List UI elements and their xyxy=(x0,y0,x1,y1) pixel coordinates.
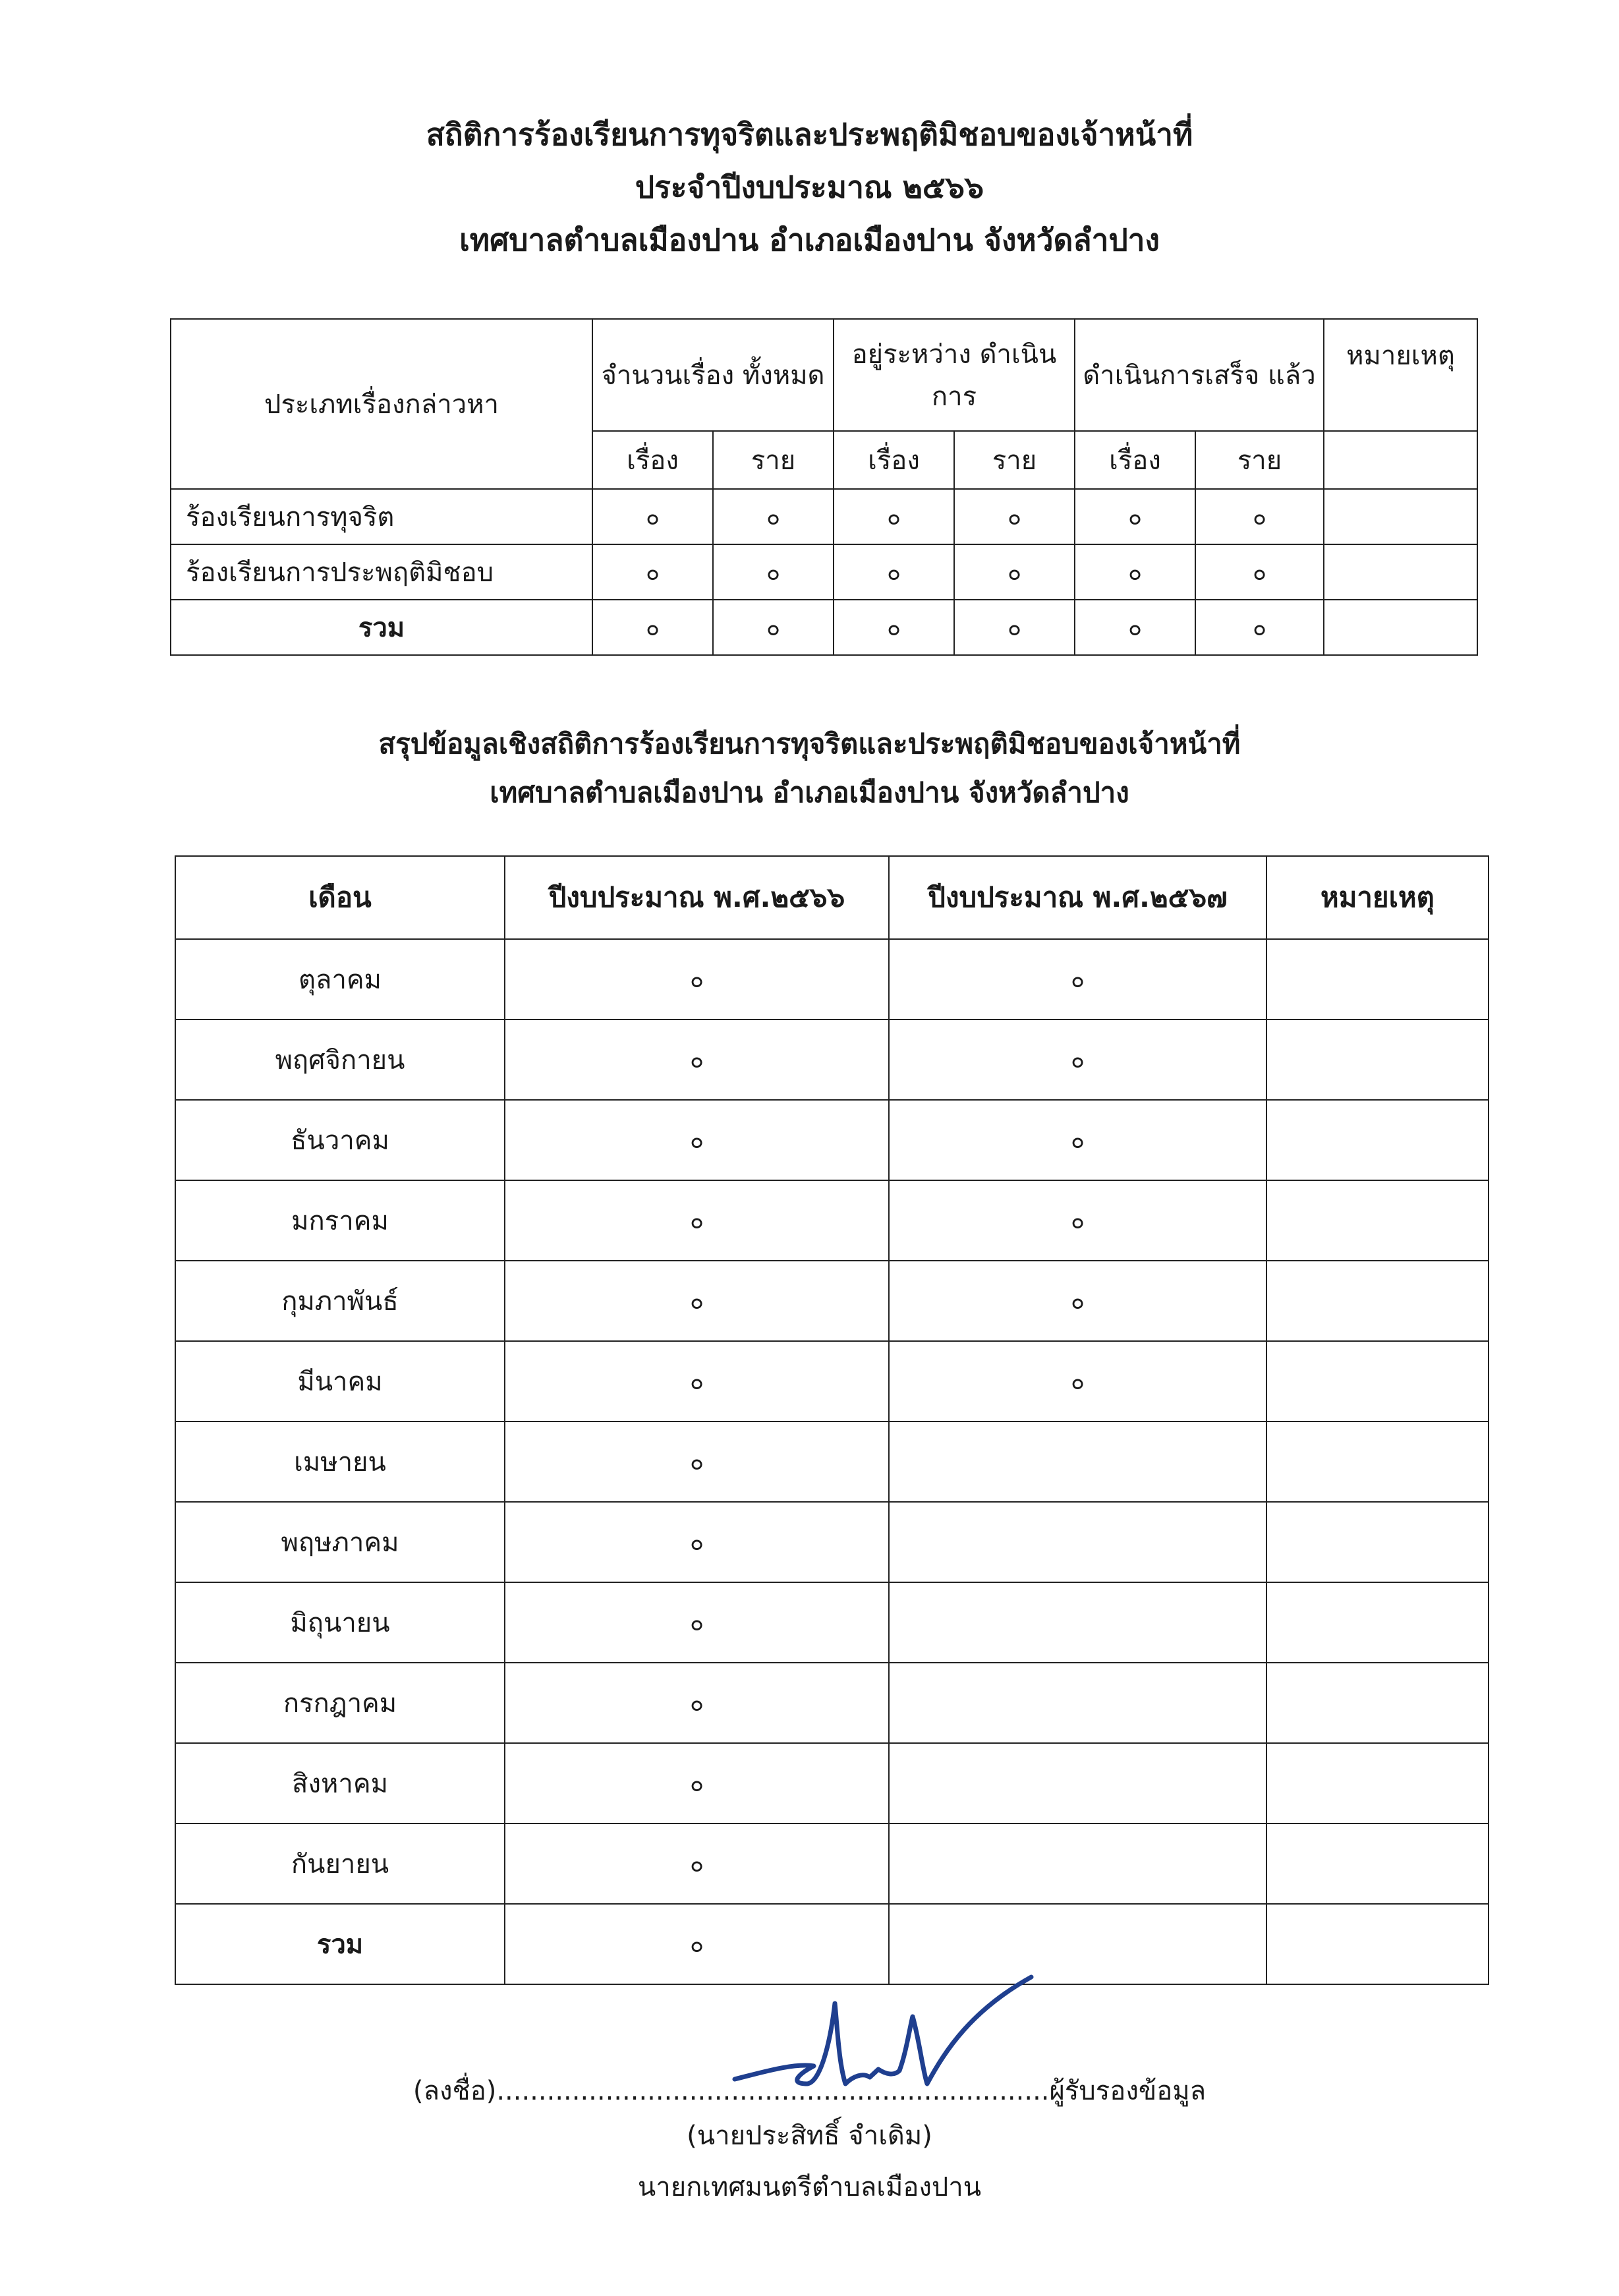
signer-name: (นายประสิทธิ์ จำเดิม) xyxy=(687,2121,932,2151)
table-row-total xyxy=(171,600,1477,655)
value-2566-cell: ๐ xyxy=(505,1261,889,1341)
value-cell: ๐ xyxy=(954,489,1075,544)
header-month: เดือน xyxy=(175,856,505,939)
row-label: ร้องเรียนการทุจริต xyxy=(171,489,592,544)
summary-title-line-2: เทศบาลตำบลเมืองปาน อำเภอเมืองปาน จังหวัดลำปาง xyxy=(490,776,1129,809)
table-row xyxy=(175,1663,1489,1743)
value-2566-cell: ๐ xyxy=(505,1019,889,1100)
title-line-2: ประจำปีงบประมาณ ๒๕๖๖ xyxy=(635,169,984,205)
table-row xyxy=(175,1341,1489,1421)
note-cell xyxy=(1266,1341,1489,1421)
value-cell: ๐ xyxy=(592,544,713,600)
note-cell xyxy=(1266,1100,1489,1180)
note-cell xyxy=(1266,1823,1489,1904)
value-2566-cell: ๐ xyxy=(505,1743,889,1823)
value-cell: ๐ xyxy=(834,489,954,544)
value-2567-cell: ๐ xyxy=(889,1180,1266,1261)
month-cell: มกราคม xyxy=(175,1180,505,1261)
table-row xyxy=(175,1582,1489,1663)
value-2566-cell: ๐ xyxy=(505,1582,889,1663)
value-2567-cell xyxy=(889,1421,1266,1502)
note-cell xyxy=(1266,1582,1489,1663)
value-2566-cell: ๐ xyxy=(505,1100,889,1180)
note-cell xyxy=(1266,1180,1489,1261)
note-cell xyxy=(1324,544,1477,600)
value-2566-cell: ๐ xyxy=(505,1502,889,1582)
month-cell: กรกฎาคม xyxy=(175,1663,505,1743)
note-cell xyxy=(1324,431,1477,489)
header-note: หมายเหตุ xyxy=(1266,856,1489,939)
header-complaint-type: ประเภทเรื่องกล่าวหา xyxy=(171,319,592,489)
month-cell: ธันวาคม xyxy=(175,1100,505,1180)
header-completed: ดำเนินการเสร็จ แล้ว xyxy=(1075,319,1324,431)
month-cell: พฤษภาคม xyxy=(175,1502,505,1582)
table-row xyxy=(175,939,1489,1019)
value-2566-cell: ๐ xyxy=(505,1904,889,1984)
table-row xyxy=(175,1823,1489,1904)
complaint-statistics-table xyxy=(170,318,1478,656)
note-cell xyxy=(1324,489,1477,544)
note-cell xyxy=(1266,939,1489,1019)
note-cell xyxy=(1266,1502,1489,1582)
header-note: หมายเหตุ xyxy=(1324,319,1477,431)
value-cell: ๐ xyxy=(713,600,834,655)
value-2566-cell: ๐ xyxy=(505,1180,889,1261)
month-cell: กุมภาพันธ์ xyxy=(175,1261,505,1341)
value-2567-cell xyxy=(889,1823,1266,1904)
value-2567-cell xyxy=(889,1663,1266,1743)
table-row xyxy=(175,1743,1489,1823)
value-2566-cell: ๐ xyxy=(505,1663,889,1743)
value-cell: ๐ xyxy=(954,600,1075,655)
table-row xyxy=(171,489,1477,544)
table-row xyxy=(171,544,1477,600)
value-cell: ๐ xyxy=(713,544,834,600)
value-cell: ๐ xyxy=(1195,600,1324,655)
value-cell: ๐ xyxy=(1075,600,1195,655)
header-fiscal-2567: ปีงบประมาณ พ.ศ.๒๕๖๗ xyxy=(889,856,1266,939)
sub-header-person: ราย xyxy=(954,431,1075,489)
table-row xyxy=(175,1421,1489,1502)
month-cell: พฤศจิกายน xyxy=(175,1019,505,1100)
table-row xyxy=(175,1502,1489,1582)
month-cell: เมษายน xyxy=(175,1421,505,1502)
value-cell: ๐ xyxy=(954,544,1075,600)
sub-header-person: ราย xyxy=(1195,431,1324,489)
value-2567-cell: ๐ xyxy=(889,1100,1266,1180)
value-2567-cell xyxy=(889,1502,1266,1582)
value-cell: ๐ xyxy=(834,600,954,655)
value-cell: ๐ xyxy=(713,489,834,544)
signature-line: (ลงชื่อ)..................................................................ผู้รับรองข้อมูล xyxy=(412,2076,1207,2106)
sub-header-person: ราย xyxy=(713,431,834,489)
title-line-1: สถิติการร้องเรียนการทุจริตและประพฤติมิชอบของเจ้าหน้าที่ xyxy=(426,117,1193,152)
value-2567-cell: ๐ xyxy=(889,939,1266,1019)
value-2566-cell: ๐ xyxy=(505,939,889,1019)
row-label: ร้องเรียนการประพฤติมิชอบ xyxy=(171,544,592,600)
note-cell xyxy=(1266,1663,1489,1743)
header-total: จำนวนเรื่อง ทั้งหมด xyxy=(592,319,834,431)
month-cell-total: รวม xyxy=(175,1904,505,1984)
summary-title-line-1: สรุปข้อมูลเชิงสถิติการร้องเรียนการทุจริตและประพฤติมิชอบของเจ้าหน้าที่ xyxy=(378,728,1241,760)
row-label-total: รวม xyxy=(171,600,592,655)
table-row xyxy=(175,1261,1489,1341)
signer-position: นายกเทศมนตรีตำบลเมืองปาน xyxy=(637,2172,982,2202)
month-cell: มีนาคม xyxy=(175,1341,505,1421)
note-cell xyxy=(1266,1421,1489,1502)
value-cell: ๐ xyxy=(1195,544,1324,600)
month-cell: ตุลาคม xyxy=(175,939,505,1019)
note-cell xyxy=(1266,1904,1489,1984)
value-cell: ๐ xyxy=(1075,489,1195,544)
title-line-3: เทศบาลตำบลเมืองปาน อำเภอเมืองปาน จังหวัดลำปาง xyxy=(459,222,1160,258)
value-cell: ๐ xyxy=(592,600,713,655)
table-row xyxy=(175,1019,1489,1100)
header-fiscal-2566: ปีงบประมาณ พ.ศ.๒๕๖๖ xyxy=(505,856,889,939)
note-cell xyxy=(1266,1019,1489,1100)
value-cell: ๐ xyxy=(592,489,713,544)
value-2566-cell: ๐ xyxy=(505,1341,889,1421)
value-2567-cell: ๐ xyxy=(889,1341,1266,1421)
note-cell xyxy=(1266,1743,1489,1823)
note-cell xyxy=(1324,600,1477,655)
value-2567-cell: ๐ xyxy=(889,1261,1266,1341)
month-cell: สิงหาคม xyxy=(175,1743,505,1823)
value-2566-cell: ๐ xyxy=(505,1421,889,1502)
table-row xyxy=(175,1100,1489,1180)
sub-header-story: เรื่อง xyxy=(834,431,954,489)
value-cell: ๐ xyxy=(1195,489,1324,544)
sub-header-story: เรื่อง xyxy=(592,431,713,489)
value-2567-cell xyxy=(889,1582,1266,1663)
value-cell: ๐ xyxy=(834,544,954,600)
sub-header-story: เรื่อง xyxy=(1075,431,1195,489)
month-cell: กันยายน xyxy=(175,1823,505,1904)
value-2567-cell: ๐ xyxy=(889,1019,1266,1100)
table-row xyxy=(175,1180,1489,1261)
monthly-summary-table xyxy=(175,855,1489,1985)
value-2566-cell: ๐ xyxy=(505,1823,889,1904)
value-2567-cell xyxy=(889,1743,1266,1823)
value-cell: ๐ xyxy=(1075,544,1195,600)
header-pending: อยู่ระหว่าง ดำเนินการ xyxy=(834,319,1075,431)
note-cell xyxy=(1266,1261,1489,1341)
month-cell: มิถุนายน xyxy=(175,1582,505,1663)
